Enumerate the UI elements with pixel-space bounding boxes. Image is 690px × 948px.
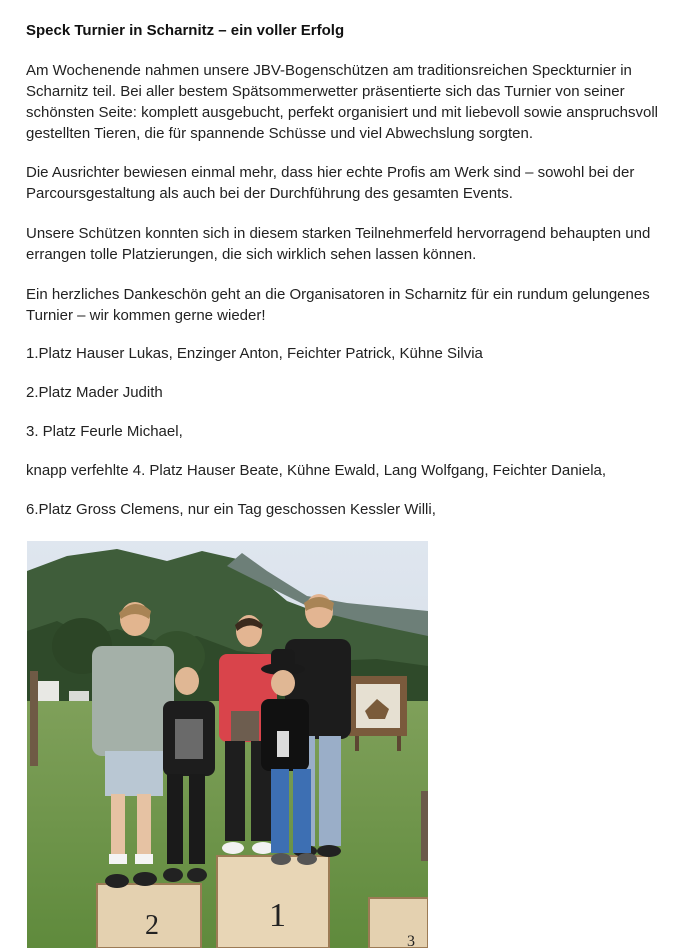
podium-label-2: 2 xyxy=(145,910,159,941)
result-line: 2.Platz Mader Judith xyxy=(26,384,163,401)
article-title: Speck Turnier in Scharnitz – ein voller Erfolg xyxy=(26,22,345,39)
paragraph: Die Ausrichter bewiesen einmal mehr, dass hier echte Profis am Werk sind – sowohl bei der Parcoursgestaltung als auch bei der Durchführung des gesamten Events. xyxy=(26,164,635,202)
podium-label-1: 1 xyxy=(269,897,286,934)
result-line: knapp verfehlte 4. Platz Hauser Beate, Kühne Ewald, Lang Wolfgang, Feichter Daniela, xyxy=(26,462,607,479)
paragraph: Unsere Schützen konnten sich in diesem starken Teilnehmerfeld hervorragend behaupten und errangen tolle Platzierungen, die sich wirklich sehen lassen können. xyxy=(26,225,651,263)
podium-label-3: 3 xyxy=(407,933,415,948)
result-line: 3. Platz Feurle Michael, xyxy=(26,423,183,440)
paragraph: Ein herzliches Dankeschön geht an die Organisatoren in Scharnitz für ein rundum gelungenes Turnier – wir kommen gerne wieder! xyxy=(26,286,650,324)
result-line: 1.Platz Hauser Lukas, Enzinger Anton, Feichter Patrick, Kühne Silvia xyxy=(26,345,483,362)
award-ceremony-photo xyxy=(27,541,428,948)
result-line: 6.Platz Gross Clemens, nur ein Tag geschossen Kessler Willi, xyxy=(26,501,436,518)
paragraph: Am Wochenende nahmen unsere JBV-Bogenschützen am traditionsreichen Speckturnier in Scharnitz teil. Bei aller bestem Spätsommerwetter präsentierte sich das Turnier von seiner schönsten Seite: komplett ausgebucht, perfekt organisiert und mit liebevoll sowie anspruchsvoll gestellten Tieren, die für spannende Schüsse und viel Abwechslung sorgten. xyxy=(26,62,659,142)
